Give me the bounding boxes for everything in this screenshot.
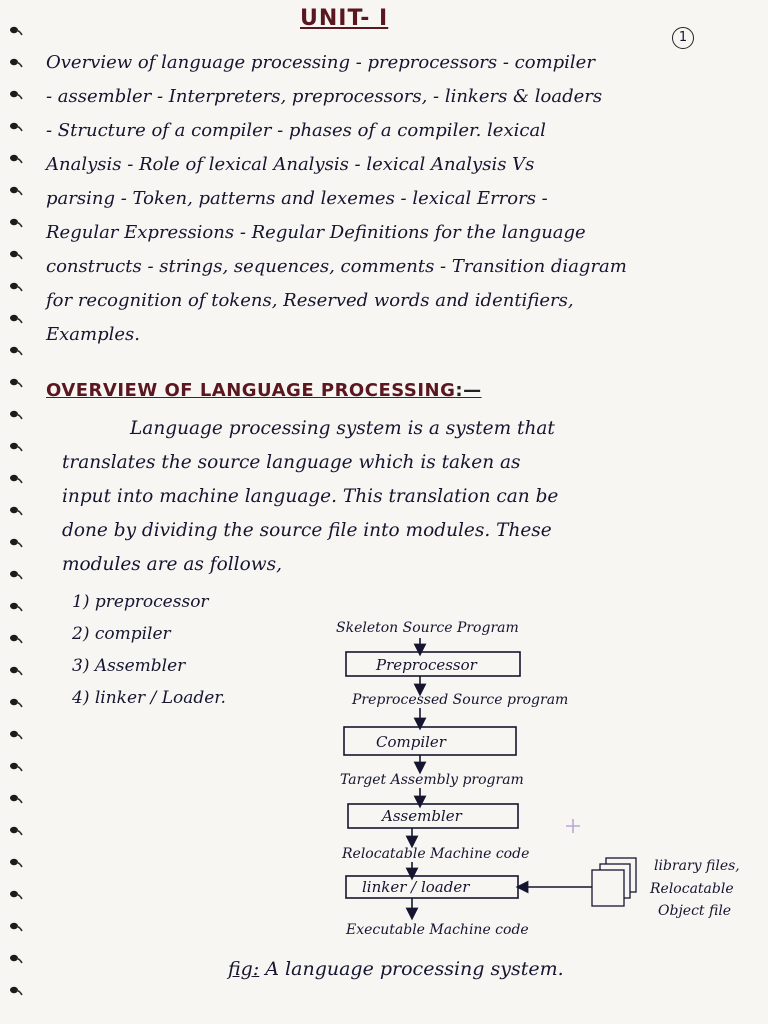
binding-wire xyxy=(16,94,22,99)
syllabus-line: Analysis - Role of lexical Analysis - lexical Analysis Vs xyxy=(46,154,535,175)
paragraph-line: done by dividing the source file into modules. These xyxy=(62,520,552,541)
binding-wire xyxy=(16,478,22,483)
module-item: 4) linker / Loader. xyxy=(72,688,226,708)
binding-wire xyxy=(16,798,22,803)
binding-wire xyxy=(16,542,22,547)
binding-wire xyxy=(16,830,22,835)
preprocessor-label: Preprocessor xyxy=(376,656,477,674)
executable-code-label: Executable Machine code xyxy=(346,922,529,938)
binding-wire xyxy=(16,990,22,995)
binding-wire xyxy=(16,190,22,195)
skeleton-source-label: Skeleton Source Program xyxy=(336,620,519,636)
paragraph-line: Language processing system is a system that xyxy=(130,418,555,439)
module-list xyxy=(72,586,226,714)
syllabus-line: Examples. xyxy=(46,324,140,345)
figure-caption xyxy=(228,958,564,980)
relocatable-code-label: Relocatable Machine code xyxy=(342,846,530,862)
module-item: 2) compiler xyxy=(72,624,171,644)
figure-caption-text: A language processing system. xyxy=(265,958,564,980)
binding-wire xyxy=(16,158,22,163)
preprocessed-label: Preprocessed Source program xyxy=(352,692,569,708)
linker-loader-label: linker / loader xyxy=(362,878,470,896)
binding-wire xyxy=(16,446,22,451)
binding-wire xyxy=(16,862,22,867)
binding-wire xyxy=(16,734,22,739)
syllabus-line: - Structure of a compiler - phases of a compiler. lexical xyxy=(46,120,546,141)
binding-wire xyxy=(16,382,22,387)
preprocessor-box xyxy=(346,652,520,676)
binding-wire xyxy=(16,926,22,931)
syllabus-line: for recognition of tokens, Reserved words and identifiers, xyxy=(46,290,574,311)
syllabus-line: parsing - Token, patterns and lexemes - lexical Errors - xyxy=(46,188,548,209)
page-number: 1 xyxy=(672,27,694,49)
unit-title: UNIT- I xyxy=(300,6,389,31)
binding-wire xyxy=(16,510,22,515)
syllabus-line: constructs - strings, sequences, comments - Transition diagram xyxy=(46,256,627,277)
paragraph-line: modules are as follows, xyxy=(62,554,282,575)
compiler-label: Compiler xyxy=(376,733,446,751)
binding-wire xyxy=(16,254,22,259)
target-assembly-label: Target Assembly program xyxy=(340,772,524,788)
library-label-line2: Relocatable xyxy=(650,881,734,897)
syllabus-line: Overview of language processing - preprocessors - compiler xyxy=(46,52,595,73)
binding-wire xyxy=(16,126,22,131)
binding-wire xyxy=(16,62,22,67)
syllabus-line: Regular Expressions - Regular Definitions for the language xyxy=(46,222,586,243)
binding-wire xyxy=(16,414,22,419)
binding-wire xyxy=(16,286,22,291)
paragraph-line: translates the source language which is taken as xyxy=(62,452,521,473)
binding-wire xyxy=(16,894,22,899)
section-heading-text: OVERVIEW OF LANGUAGE PROCESSING xyxy=(46,380,456,401)
linker-loader-box xyxy=(346,876,518,898)
binding-wire xyxy=(16,702,22,707)
binding-wire xyxy=(16,574,22,579)
assembler-box xyxy=(348,804,518,828)
binding-wire xyxy=(16,958,22,963)
module-item: 3) Assembler xyxy=(72,656,186,676)
binding-wire xyxy=(16,318,22,323)
figure-caption-prefix: fig: xyxy=(228,958,260,980)
library-files-icon xyxy=(592,858,636,906)
compiler-box xyxy=(344,727,516,755)
binding-wire xyxy=(16,766,22,771)
library-label-line1: library files, xyxy=(654,858,740,874)
library-label-line3: Object file xyxy=(658,903,732,919)
intro-paragraph xyxy=(62,412,752,582)
binding-wire xyxy=(16,606,22,611)
spiral-binding xyxy=(0,0,40,1024)
binding-wire xyxy=(16,638,22,643)
assembler-label: Assembler xyxy=(382,807,462,825)
pen-mark xyxy=(566,819,580,833)
binding-wire xyxy=(16,30,22,35)
section-heading-suffix: :— xyxy=(455,380,482,401)
section-heading xyxy=(46,380,482,401)
paragraph-line: input into machine language. This translation can be xyxy=(62,486,559,507)
binding-wire xyxy=(16,222,22,227)
binding-wire xyxy=(16,350,22,355)
binding-wire xyxy=(16,670,22,675)
syllabus-line: - assembler - Interpreters, preprocessors, - linkers & loaders xyxy=(46,86,603,107)
syllabus-text xyxy=(46,46,758,352)
module-item: 1) preprocessor xyxy=(72,592,209,612)
